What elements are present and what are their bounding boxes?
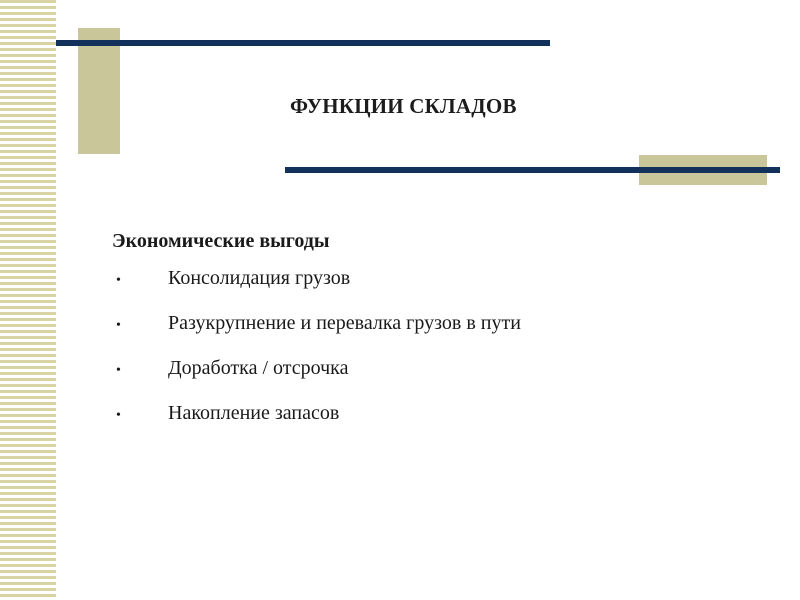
list-item [112, 357, 752, 402]
bullet-icon: • [116, 363, 121, 378]
list-item-text: Консолидация грузов [168, 267, 351, 289]
decorative-stripe-band [0, 0, 56, 600]
decorative-navy-line-top [56, 40, 550, 46]
slide-title: ФУНКЦИИ СКЛАДОВ [290, 94, 517, 118]
slide-content [112, 230, 752, 447]
bullet-list [112, 267, 752, 447]
list-item-text: Разукрупнение и перевалка грузов в пути [168, 312, 521, 334]
list-item-text: Доработка / отсрочка [168, 357, 349, 379]
list-item [112, 402, 752, 447]
section-subheading: Экономические выгоды [112, 230, 330, 252]
decorative-navy-line-bottom [285, 167, 780, 173]
list-item [112, 312, 752, 357]
list-item-text: Накопление запасов [168, 402, 340, 424]
bullet-icon: • [116, 318, 121, 333]
decorative-khaki-block-top [78, 28, 120, 154]
list-item [112, 267, 752, 312]
bullet-icon: • [116, 273, 121, 288]
bullet-icon: • [116, 408, 121, 423]
